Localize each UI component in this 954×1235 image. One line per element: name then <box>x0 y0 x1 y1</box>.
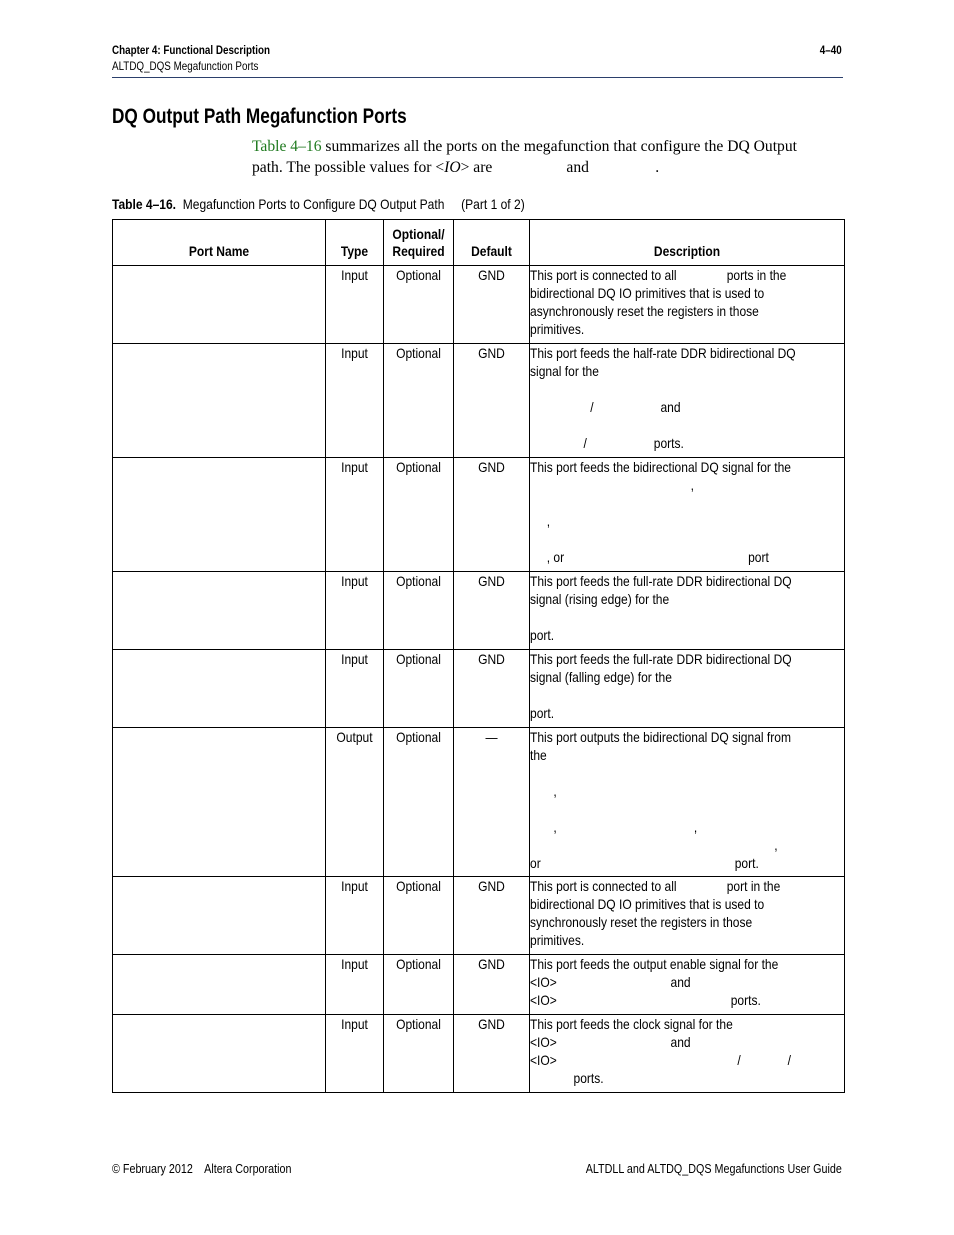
type-cell: Input <box>326 344 384 458</box>
default-cell: GND <box>454 458 530 572</box>
description-cell: This port feeds the half-rate DDR bidirectional DQ signal for the / and / ports. <box>530 344 845 458</box>
default-cell: GND <box>454 955 530 1015</box>
io-placeholder: IO <box>444 158 461 176</box>
intro-text-1: summarizes all the ports on the megafunction that configure the DQ Output path. The possible values for < <box>252 138 797 176</box>
type-cell: Input <box>326 458 384 572</box>
default-cell: GND <box>454 1015 530 1093</box>
intro-text-2: > are and . <box>460 158 660 176</box>
table-row <box>113 650 845 728</box>
table-row <box>113 572 845 650</box>
port-name-cell <box>113 955 326 1015</box>
description-cell: This port feeds the full-rate DDR bidirectional DQ signal (rising edge) for the port. <box>530 572 845 650</box>
table-row <box>113 266 845 344</box>
table-caption-label: Table 4–16. <box>112 196 177 212</box>
optional-cell: Optional <box>384 650 454 728</box>
type-cell: Input <box>326 650 384 728</box>
description-cell: This port feeds the clock signal for the <IO> and <IO> / / ports. <box>530 1015 845 1093</box>
table-header-row <box>113 220 845 266</box>
table-row <box>113 458 845 572</box>
optional-cell: Optional <box>384 344 454 458</box>
optional-cell: Optional <box>384 1015 454 1093</box>
table-row <box>113 955 845 1015</box>
table-caption <box>112 196 525 212</box>
table-row <box>113 344 845 458</box>
port-name-cell <box>113 266 326 344</box>
port-name-cell <box>113 1015 326 1093</box>
intro-paragraph <box>252 137 812 178</box>
table-link[interactable]: Table 4–16 <box>252 138 322 155</box>
default-cell: GND <box>454 650 530 728</box>
description-cell: This port is connected to all port in the bidirectional DQ IO primitives that is used to synchronously reset the registers in those primitives. <box>530 877 845 955</box>
header-default: Default <box>454 220 530 266</box>
section-heading: DQ Output Path Megafunction Ports <box>112 105 407 128</box>
type-cell: Input <box>326 877 384 955</box>
optional-cell: Optional <box>384 955 454 1015</box>
description-cell: This port feeds the output enable signal for the <IO> and <IO> ports. <box>530 955 845 1015</box>
header-section: ALTDQ_DQS Megafunction Ports <box>112 59 259 73</box>
type-cell: Input <box>326 1015 384 1093</box>
header-port-name: Port Name <box>113 220 326 266</box>
port-name-cell <box>113 572 326 650</box>
table-caption-title: Megafunction Ports to Configure DQ Output Path <box>176 196 445 212</box>
port-name-cell <box>113 344 326 458</box>
table-row <box>113 877 845 955</box>
type-cell: Input <box>326 572 384 650</box>
page-number: 4–40 <box>820 43 842 57</box>
description-cell: This port is connected to all ports in the bidirectional DQ IO primitives that is used to asynchronously reset the registers in those primitives. <box>530 266 845 344</box>
description-cell: This port feeds the bidirectional DQ signal for the , , , or port <box>530 458 845 572</box>
table-row <box>113 728 845 877</box>
default-cell: GND <box>454 344 530 458</box>
ports-table <box>112 219 845 1093</box>
optional-cell: Optional <box>384 728 454 877</box>
header-type: Type <box>326 220 384 266</box>
optional-cell: Optional <box>384 266 454 344</box>
table-row <box>113 1015 845 1093</box>
optional-cell: Optional <box>384 458 454 572</box>
port-name-cell <box>113 650 326 728</box>
port-name-cell <box>113 728 326 877</box>
optional-cell: Optional <box>384 572 454 650</box>
header-description: Description <box>530 220 845 266</box>
optional-cell: Optional <box>384 877 454 955</box>
port-name-cell <box>113 877 326 955</box>
port-name-cell <box>113 458 326 572</box>
default-cell: GND <box>454 266 530 344</box>
description-cell: This port outputs the bidirectional DQ signal from the , , , , or port. <box>530 728 845 877</box>
footer-right: ALTDLL and ALTDQ_DQS Megafunctions User Guide <box>585 1162 842 1176</box>
default-cell: GND <box>454 572 530 650</box>
header-chapter: Chapter 4: Functional Description <box>112 43 271 57</box>
default-cell: GND <box>454 877 530 955</box>
default-cell: — <box>454 728 530 877</box>
type-cell: Output <box>326 728 384 877</box>
type-cell: Input <box>326 955 384 1015</box>
table-caption-part: (Part 1 of 2) <box>444 196 525 212</box>
type-cell: Input <box>326 266 384 344</box>
footer-left: © February 2012 Altera Corporation <box>112 1162 292 1176</box>
description-cell: This port feeds the full-rate DDR bidirectional DQ signal (falling edge) for the port. <box>530 650 845 728</box>
header-optional-required: Optional/ Required <box>384 220 454 266</box>
header-rule <box>112 77 843 78</box>
